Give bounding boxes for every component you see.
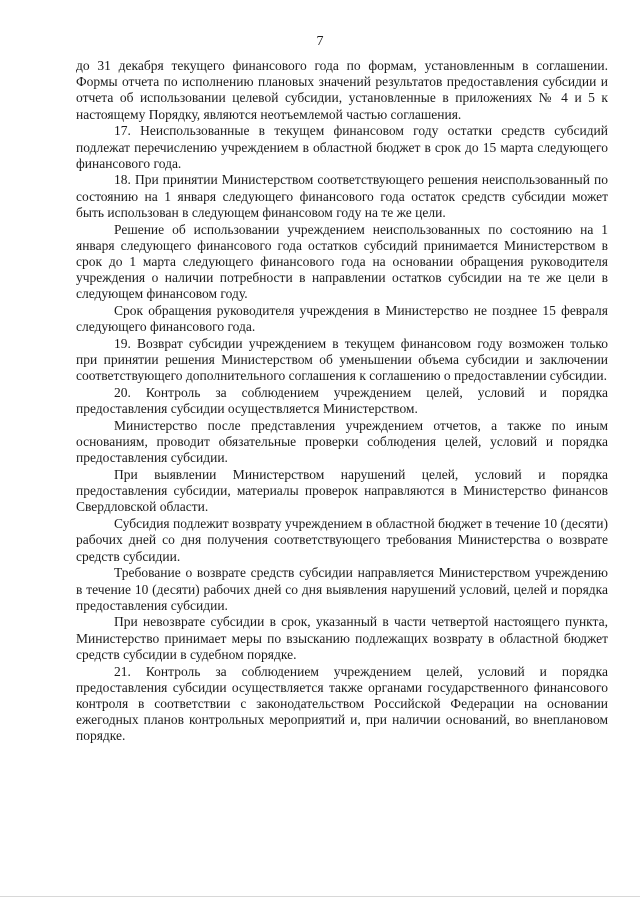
paragraph-continuation: до 31 декабря текущего финансового года по формам, установленным в соглашении. Формы отчета по исполнению плановых значений результатов предоставления субсидии и отчета об использовании целевой субсидии, установленные в приложениях № 4 и 5 к настоящему Порядку, являются неотъемлемой частью соглашения. bbox=[76, 58, 608, 122]
paragraph-item-19: 19. Возврат субсидии учреждением в текущем финансовом году возможен только при принятии решения Министерством об уменьшении объема субсидии и заключении соответствующего дополнительного соглашения к соглашению о предоставлении субсидии. bbox=[76, 335, 608, 384]
paragraph-item-20: 20. Контроль за соблюдением учреждением целей, условий и порядка предоставления субсидии осуществляется Министерством. bbox=[76, 385, 608, 417]
paragraph-violations: При выявлении Министерством нарушений целей, условий и порядка предоставления субсидии, материалы проверок направляются в Министерство финансов Свердловской области. bbox=[76, 467, 608, 515]
paragraph-refund-term: Субсидия подлежит возврату учреждением в областной бюджет в течение 10 (десяти) рабочих дней со дня получения соответствующего требования Министерства о возврате средств субсидии. bbox=[76, 516, 608, 564]
document-body bbox=[76, 58, 608, 745]
paragraph-item-21: 21. Контроль за соблюдением учреждением целей, условий и порядка предоставления субсидии осуществляется также органами государственного финансового контроля в соответствии с законодательством Российской Федерации на основании ежегодных планов контрольных мероприятий и, при наличии оснований, во внеплановом порядке. bbox=[76, 663, 608, 744]
paragraph-item-18: 18. При принятии Министерством соответствующего решения неиспользованный по состоянию на 1 января следующего финансового года остаток средств субсидии может быть использован в следующем финансовом году на те же цели. bbox=[76, 172, 608, 220]
scan-bottom-edge bbox=[0, 896, 640, 897]
paragraph-item-17: 17. Неиспользованные в текущем финансовом году остатки средств субсидий подлежат перечислению учреждением в областной бюджет в срок до 15 марта следующего финансового года. bbox=[76, 123, 608, 171]
paragraph-refund-demand: Требование о возврате средств субсидии направляется Министерством учреждению в течение 10 (десяти) рабочих дней со дня выявления нарушений условий, целей и порядка предоставления субсидии. bbox=[76, 565, 608, 613]
paragraph-inspections: Министерство после представления учреждением отчетов, а также по иным основаниям, проводит обязательные проверки соблюдения целей, условий и порядка предоставления субсидии. bbox=[76, 417, 608, 466]
paragraph-non-return: При невозврате субсидии в срок, указанный в части четвертой настоящего пункта, Министерство принимает меры по взысканию подлежащих возврату в областной бюджет средств субсидии в судебном порядке. bbox=[76, 614, 608, 662]
page-number: 7 bbox=[316, 34, 324, 49]
paragraph-remainder-decision: Решение об использовании учреждением неиспользованных по состоянию на 1 января следующего финансового года остатков субсидий принимается Министерством в срок до 1 марта следующего финансового года на основании обращения руководителя учреждения о наличии потребности в направлении остатков субсидии на те же цели в следующем финансовом году. bbox=[76, 221, 608, 302]
paragraph-request-deadline: Срок обращения руководителя учреждения в Министерство не позднее 15 февраля следующего финансового года. bbox=[76, 303, 608, 335]
